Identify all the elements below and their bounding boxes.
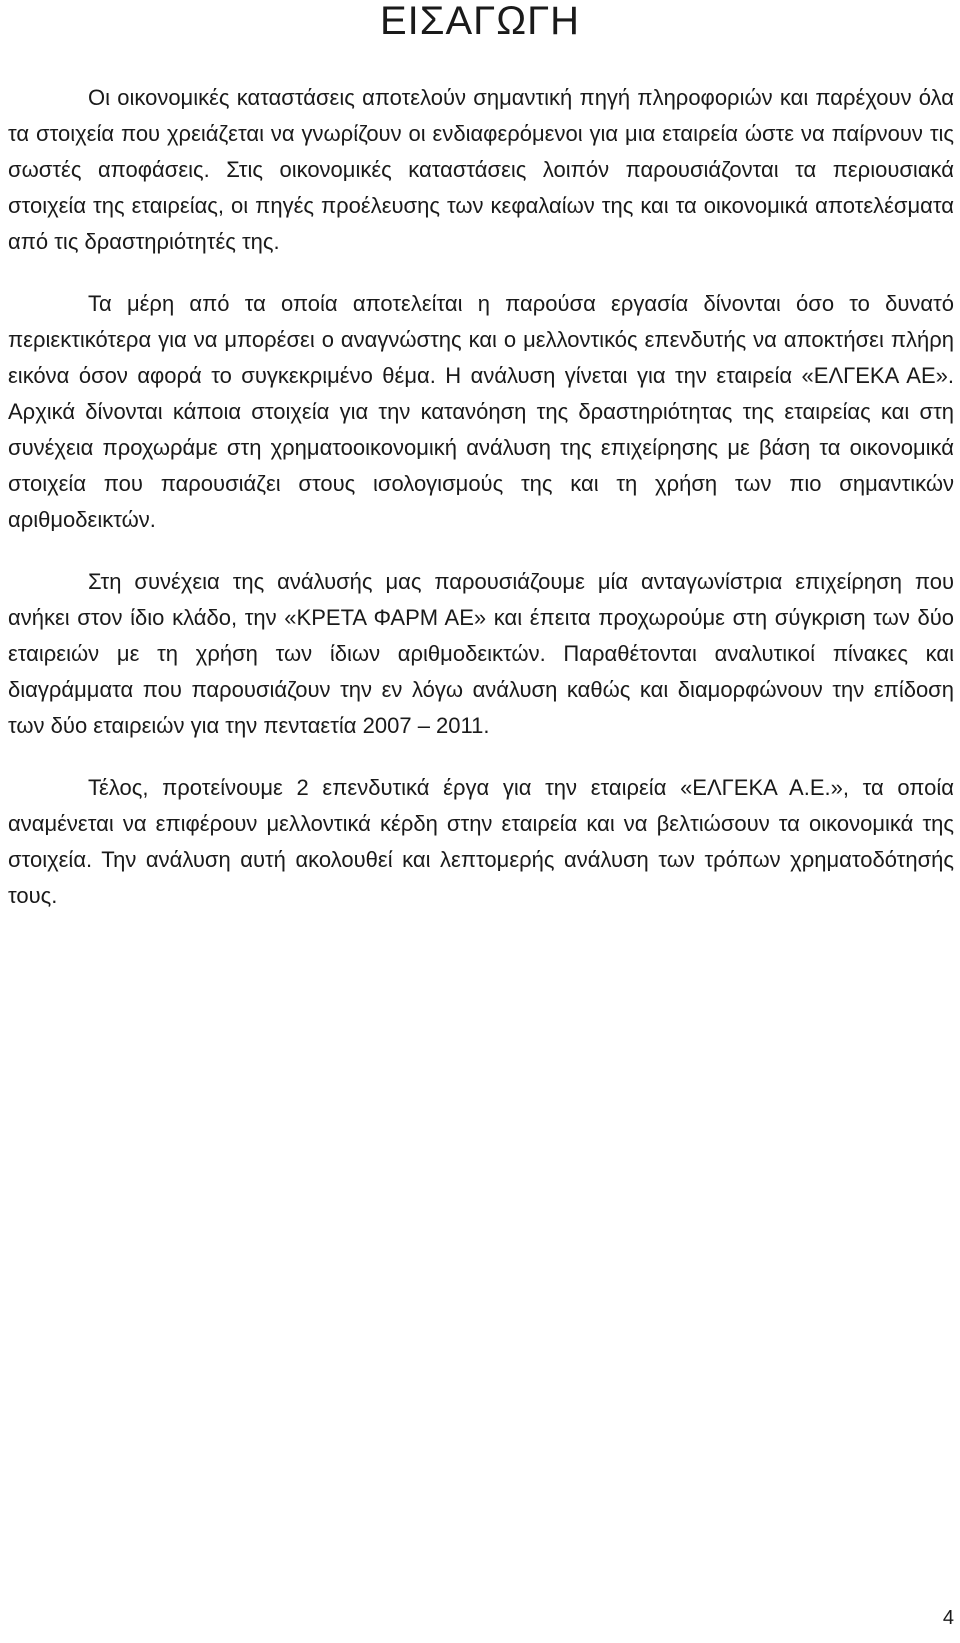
paragraph: Τα μέρη από τα οποία αποτελείται η παρούσα εργασία δίνονται όσο το δυνατό περιεκτικότερα για να μπορέσει ο αναγνώστης και ο μελλοντικός επενδυτής να αποκτήσει πλήρη εικόνα όσον αφορά το συγκεκριμένο θέμα. Η ανάλυση γίνεται για την εταιρεία «ΕΛΓΕΚΑ ΑΕ». Αρχικά δίνονται κάποια στοιχεία για την κατανόηση της δραστηριότητας της εταιρείας και στη συνέχεια προχωράμε στη χρηματοοικονομική ανάλυση της επιχείρησης με βάση τα οικονομικά στοιχεία που παρουσιάζει στους ισολογισμούς της και τη χρήση των πιο σημαντικών αριθμοδεικτών. [8,291,954,532]
body-text [8,80,954,914]
paragraph: Τέλος, προτείνουμε 2 επενδυτικά έργα για την εταιρεία «ΕΛΓΕΚΑ Α.Ε.», τα οποία αναμένεται να επιφέρουν μελλοντικά κέρδη στην εταιρεία και να βελτιώσουν τα οικονομικά της στοιχεία. Την ανάλυση αυτή ακολουθεί και λεπτομερής ανάλυση των τρόπων χρηματοδότησής τους. [8,775,954,908]
page-number: 4 [942,1607,954,1629]
paragraph: Οι οικονομικές καταστάσεις αποτελούν σημαντική πηγή πληροφοριών και παρέχουν όλα τα στοιχεία που χρειάζεται να γνωρίζουν οι ενδιαφερόμενοι για μια εταιρεία ώστε να παίρνουν τις σωστές αποφάσεις. Στις οικονομικές καταστάσεις λοιπόν παρουσιάζονται τα περιουσιακά στοιχεία της εταιρείας, οι πηγές προέλευσης των κεφαλαίων της και τα οικονομικά αποτελέσματα από τις δραστηριότητές της. [8,85,954,254]
page-title: ΕΙΣΑΓΩΓΗ [379,0,581,43]
paragraph: Στη συνέχεια της ανάλυσής μας παρουσιάζουμε μία ανταγωνίστρια επιχείρηση που ανήκει στον ίδιο κλάδο, την «ΚΡΕΤΑ ΦΑΡΜ ΑΕ» και έπειτα προχωρούμε στη σύγκριση των δύο εταιρειών με τη χρήση των ίδιων αριθμοδεικτών. Παραθέτονται αναλυτικοί πίνακες και διαγράμματα που παρουσιάζουν την εν λόγω ανάλυση καθώς και διαμορφώνουν την επίδοση των δύο εταιρειών για την πενταετία 2007 – 2011. [8,569,954,738]
